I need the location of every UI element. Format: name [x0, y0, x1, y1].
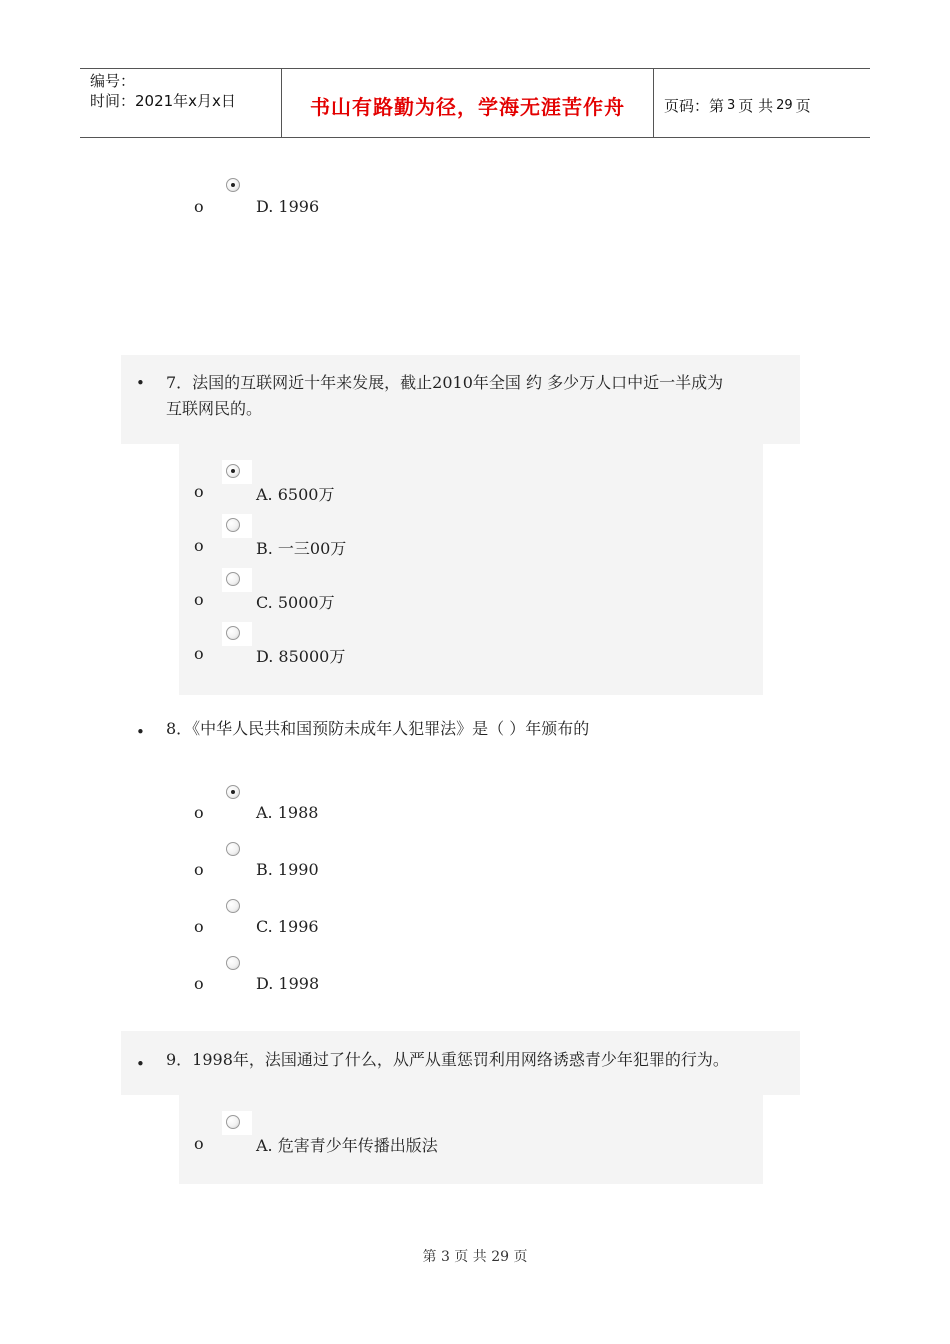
header-page-number [654, 69, 870, 137]
radio-option-b[interactable] [226, 518, 240, 532]
radio-option-c[interactable] [226, 899, 240, 913]
radio-wrap [222, 952, 252, 976]
option-label: A. 6500万 [256, 485, 335, 504]
question-bullet: • [136, 374, 145, 392]
option-label: B. 1990 [256, 860, 319, 879]
option-marker: o [194, 644, 204, 663]
radio-wrap [222, 174, 252, 198]
option-marker: o [194, 917, 204, 936]
radio-option-c[interactable] [226, 572, 240, 586]
header-meta [80, 69, 282, 137]
option-label: D. 1996 [256, 197, 320, 216]
option-marker: o [194, 590, 204, 609]
radio-option-a[interactable] [226, 464, 240, 478]
radio-wrap [222, 622, 252, 646]
question-7-line-1: 7．法国的互联网近十年来发展，截止2010年全国 约 多少万人口中近一半成为 [166, 373, 724, 392]
option-marker: o [194, 1134, 204, 1153]
option-label: A. 危害青少年传播出版法 [256, 1136, 438, 1155]
page-mid: 页 共 [738, 96, 774, 115]
number-label: 编号： [90, 72, 136, 90]
page-header [80, 68, 870, 138]
option-marker: o [194, 860, 204, 879]
radio-option-b[interactable] [226, 842, 240, 856]
option-label: C. 5000万 [256, 593, 335, 612]
option-label: A. 1988 [256, 803, 319, 822]
option-marker: o [194, 197, 204, 216]
radio-option-d[interactable] [226, 956, 240, 970]
page-suffix: 页 [795, 96, 811, 115]
question-9-line-1: 9．1998年，法国通过了什么，从严从重惩罚利用网络诱惑青少年犯罪的行为。 [166, 1050, 729, 1069]
page-current: 3 [727, 97, 736, 113]
radio-wrap [222, 1111, 252, 1135]
radio-wrap [222, 514, 252, 538]
radio-option-a[interactable] [226, 1115, 240, 1129]
option-label: C. 1996 [256, 917, 319, 936]
option-marker: o [194, 974, 204, 993]
option-label: D. 85000万 [256, 647, 346, 666]
radio-wrap [222, 838, 252, 862]
radio-wrap [222, 895, 252, 919]
option-label: D. 1998 [256, 974, 320, 993]
header-motto: 书山有路勤为径，学海无涯苦作舟 [282, 69, 654, 137]
option-label: B. 一三00万 [256, 539, 347, 558]
question-7-line-2: 互联网民的。 [166, 399, 263, 418]
radio-wrap [222, 460, 252, 484]
radio-wrap [222, 781, 252, 805]
question-8-line-1: 8．《中华人民共和国预防未成年人犯罪法》是（ ）年颁布的 [166, 719, 590, 738]
option-marker: o [194, 482, 204, 501]
radio-option-d[interactable] [226, 626, 240, 640]
time-label: 时间：2021年x月x日 [90, 92, 236, 110]
question-bullet: • [136, 1055, 145, 1073]
page-prefix: 页码：第 [664, 96, 725, 115]
radio-option-a[interactable] [226, 785, 240, 799]
radio-option-d-prev[interactable] [226, 178, 240, 192]
option-marker: o [194, 536, 204, 555]
question-bullet: • [136, 723, 145, 741]
radio-wrap [222, 568, 252, 592]
page-total: 29 [776, 97, 793, 113]
page-footer: 第 3 页 共 29 页 [422, 1249, 528, 1265]
option-marker: o [194, 803, 204, 822]
